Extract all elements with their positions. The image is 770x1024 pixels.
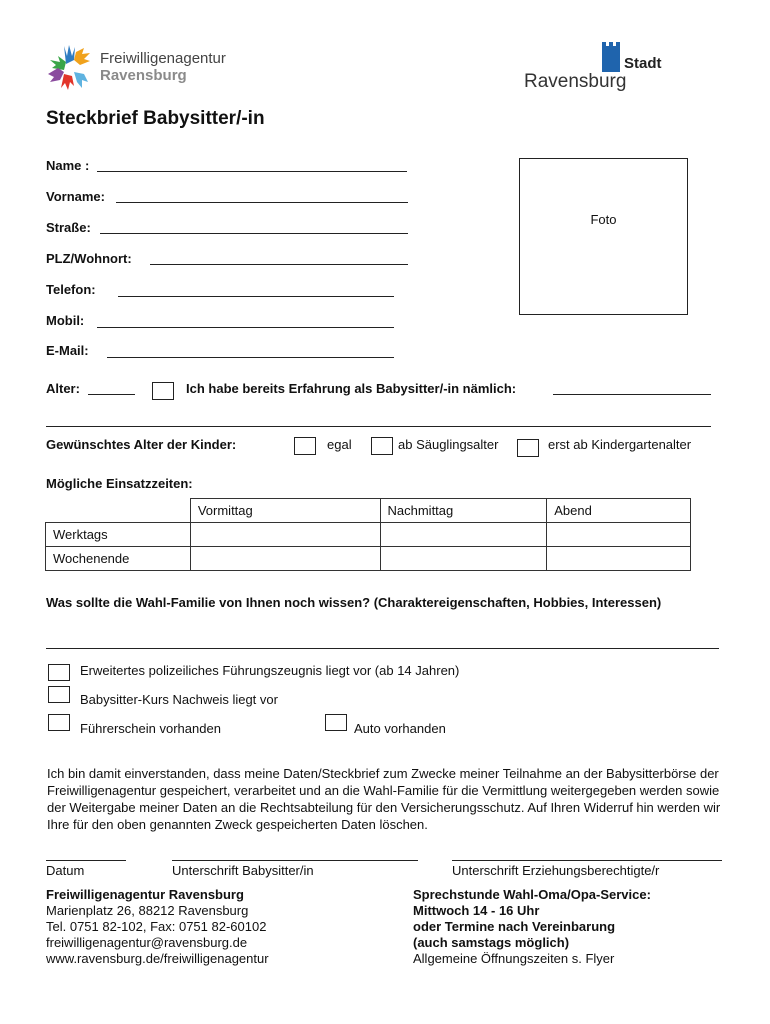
- fuehrungszeugnis-checkbox[interactable]: [48, 664, 70, 681]
- stadt-ravensburg-logo: [520, 40, 680, 95]
- question-answer-field[interactable]: [46, 648, 719, 649]
- plz-label: PLZ/Wohnort:: [46, 251, 132, 266]
- wochenende-vormittag-cell[interactable]: [190, 547, 380, 571]
- row-header: Werktags: [46, 523, 191, 547]
- babysitter-signature-label: Unterschrift Babysitter/in: [172, 863, 314, 878]
- footer-org: Freiwilligenagentur Ravensburg: [46, 887, 244, 902]
- consent-text: Ich bin damit einverstanden, dass meine Daten/Steckbrief zum Zwecke meiner Teilnahme an der Babysitterbörse der Freiwilligenagentur gespeichert, verarbeitet und an die Wahl-Familie für die Vermittlung weitergegeben werden sowie der Weitergabe meiner Daten an die Rechtsabteilung für den Versicherungsschutz. Auf Ihren Widerruf hin werden wir Ihre für den oben genannten Zweck gespeicherten Daten löschen.: [47, 766, 721, 832]
- logo-left-line2: Ravensburg: [100, 67, 187, 84]
- column-header: Vormittag: [190, 499, 380, 523]
- kurs-label: Babysitter-Kurs Nachweis liegt vor: [80, 692, 278, 707]
- erziehung-signature-label: Unterschrift Erziehungsberechtigte/r: [452, 863, 660, 878]
- erfahrung-field-line2[interactable]: [46, 426, 711, 427]
- telefon-field[interactable]: [118, 296, 394, 297]
- auto-checkbox[interactable]: [325, 714, 347, 731]
- sprechstunde-termine: oder Termine nach Vereinbarung: [413, 919, 616, 934]
- egal-checkbox[interactable]: [294, 437, 316, 455]
- page-title: Steckbrief Babysitter/-in: [46, 108, 265, 129]
- table-row: [46, 547, 691, 571]
- wochenende-abend-cell[interactable]: [547, 547, 691, 571]
- werktags-nachmittag-cell[interactable]: [380, 523, 547, 547]
- telefon-label: Telefon:: [46, 282, 96, 297]
- photo-label: Foto: [590, 212, 617, 227]
- name-field[interactable]: [97, 171, 407, 172]
- strasse-label: Straße:: [46, 220, 91, 235]
- footer-phone: Tel. 0751 82-102, Fax: 0751 82-60102: [46, 919, 267, 934]
- table-corner-cell: [46, 499, 191, 523]
- saeugling-label: ab Säuglingsalter: [398, 437, 499, 452]
- logo-right-small: Stadt: [624, 55, 662, 72]
- email-label: E-Mail:: [46, 343, 89, 358]
- tower-icon: [602, 42, 620, 72]
- fuehrungszeugnis-label: Erweitertes polizeiliches Führungszeugnis liegt vor (ab 14 Jahren): [80, 663, 460, 678]
- mobil-field[interactable]: [97, 327, 394, 328]
- fuehrerschein-checkbox[interactable]: [48, 714, 70, 731]
- footer-web: www.ravensburg.de/freiwilligenagentur: [46, 951, 269, 966]
- email-field[interactable]: [107, 357, 394, 358]
- einsatz-label: Mögliche Einsatzzeiten:: [46, 476, 193, 491]
- egal-label: egal: [327, 437, 352, 452]
- footer-sprechstunde: [413, 887, 651, 967]
- werktags-abend-cell[interactable]: [547, 523, 691, 547]
- babysitter-signature-field[interactable]: [172, 860, 418, 861]
- kindergarten-label: erst ab Kindergartenalter: [548, 437, 692, 452]
- kinder-label: Gewünschtes Alter der Kinder:: [46, 437, 237, 452]
- wochenende-nachmittag-cell[interactable]: [380, 547, 547, 571]
- vorname-label: Vorname:: [46, 189, 105, 204]
- einsatz-table: [45, 498, 691, 571]
- erfahrung-label: Ich habe bereits Erfahrung als Babysitter/-in nämlich:: [186, 381, 517, 396]
- erfahrung-checkbox[interactable]: [152, 382, 174, 400]
- row-header: Wochenende: [46, 547, 191, 571]
- datum-label: Datum: [46, 863, 85, 878]
- table-header-row: [46, 499, 691, 523]
- datum-field[interactable]: [46, 860, 126, 861]
- logo-left-line1: Freiwilligenagentur: [100, 50, 226, 67]
- alter-field[interactable]: [88, 394, 135, 395]
- sprechstunde-zeiten: Allgemeine Öffnungszeiten s. Flyer: [413, 951, 615, 966]
- sprechstunde-title: Sprechstunde Wahl-Oma/Opa-Service:: [413, 887, 651, 902]
- footer-email: freiwilligenagentur@ravensburg.de: [46, 935, 248, 950]
- strasse-field[interactable]: [100, 233, 408, 234]
- column-header: Nachmittag: [380, 499, 547, 523]
- column-header: Abend: [547, 499, 691, 523]
- footer-address: Marienplatz 26, 88212 Ravensburg: [46, 903, 249, 918]
- mobil-label: Mobil:: [46, 313, 85, 328]
- logo-right-big: Ravensburg: [524, 71, 627, 92]
- saeugling-checkbox[interactable]: [371, 437, 393, 455]
- footer-contact: [46, 887, 269, 967]
- table-row: [46, 523, 691, 547]
- photo-box[interactable]: [519, 158, 688, 315]
- freiwilligenagentur-logo: [46, 42, 246, 92]
- hands-logo-icon: [46, 42, 94, 92]
- question-label: Was sollte die Wahl-Familie von Ihnen noch wissen? (Charaktereigenschaften, Hobbies, Interessen): [46, 595, 662, 610]
- sprechstunde-samstags: (auch samstags möglich): [413, 935, 570, 950]
- vorname-field[interactable]: [116, 202, 408, 203]
- name-label: Name :: [46, 158, 90, 173]
- fuehrerschein-label: Führerschein vorhanden: [80, 721, 221, 736]
- alter-label: Alter:: [46, 381, 80, 396]
- plz-field[interactable]: [150, 264, 408, 265]
- auto-label: Auto vorhanden: [354, 721, 446, 736]
- kindergarten-checkbox[interactable]: [517, 439, 539, 457]
- erziehung-signature-field[interactable]: [452, 860, 722, 861]
- kurs-checkbox[interactable]: [48, 686, 70, 703]
- erfahrung-field[interactable]: [553, 394, 711, 395]
- werktags-vormittag-cell[interactable]: [190, 523, 380, 547]
- sprechstunde-time: Mittwoch 14 - 16 Uhr: [413, 903, 540, 918]
